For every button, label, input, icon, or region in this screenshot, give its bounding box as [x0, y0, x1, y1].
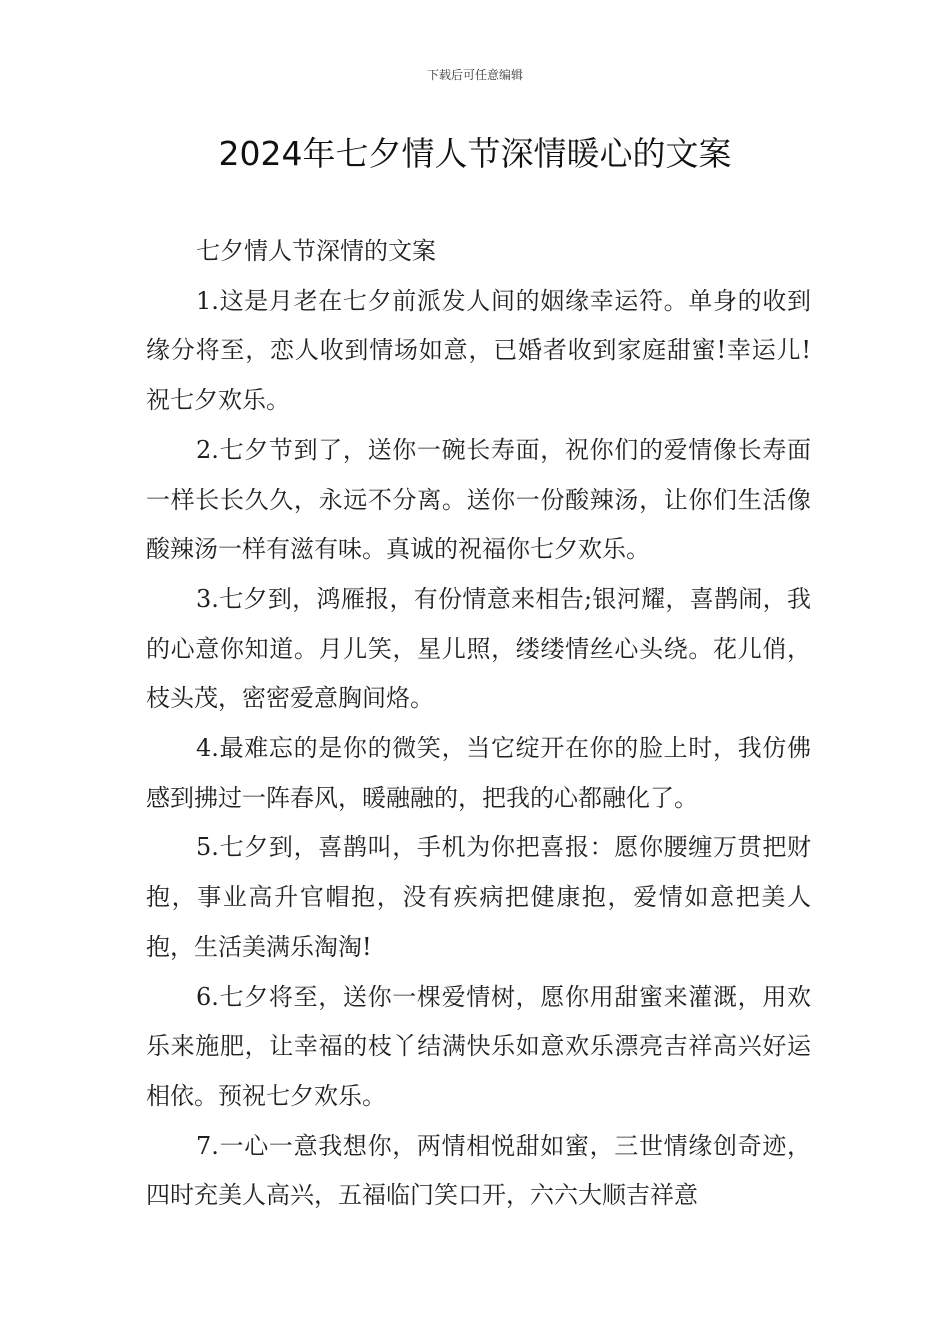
- header-note: 下载后可任意编辑: [426, 68, 523, 82]
- paragraph-7: 7.一心一意我想你，两情相悦甜如蜜，三世情缘创奇迹，四时充美人高兴，五福临门笑口开，六六大顺吉祥意: [146, 1131, 811, 1210]
- paragraph-6: 6.七夕将至，送你一棵爱情树，愿你用甜蜜来灌溉，用欢乐来施肥，让幸福的枝丫结满快乐如意欢乐漂亮吉祥高兴好运相依。预祝七夕欢乐。: [146, 982, 811, 1110]
- paragraph-5: 5.七夕到，喜鹊叫，手机为你把喜报：愿你腰缠万贯把财抱，事业高升官帽抱，没有疾病把健康抱，爱情如意把美人抱，生活美满乐淘淘!: [146, 833, 811, 961]
- paragraph-2: 2.七夕节到了，送你一碗长寿面，祝你们的爱情像长寿面一样长长久久，永远不分离。送你一份酸辣汤，让你们生活像酸辣汤一样有滋有味。真诚的祝福你七夕欢乐。: [146, 435, 811, 564]
- paragraph-4: 4.最难忘的是你的微笑，当它绽开在你的脸上时，我仿佛感到拂过一阵春风，暖融融的，把我的心都融化了。: [146, 734, 811, 812]
- document-body: [146, 227, 811, 1221]
- paragraph-1: 1.这是月老在七夕前派发人间的姻缘幸运符。单身的收到缘分将至，恋人收到情场如意，已婚者收到家庭甜蜜!幸运儿!祝七夕欢乐。: [146, 286, 811, 415]
- document-title: 2024年七夕情人节深情暖心的文案: [218, 134, 732, 173]
- paragraph-3: 3.七夕到，鸿雁报，有份情意来相告;银河耀，喜鹊闹，我的心意你知道。月儿笑，星儿照，缕缕情丝心头绕。花儿俏，枝头茂，密密爱意胸间烙。: [146, 584, 811, 713]
- section-heading: 七夕情人节深情的文案: [196, 237, 436, 265]
